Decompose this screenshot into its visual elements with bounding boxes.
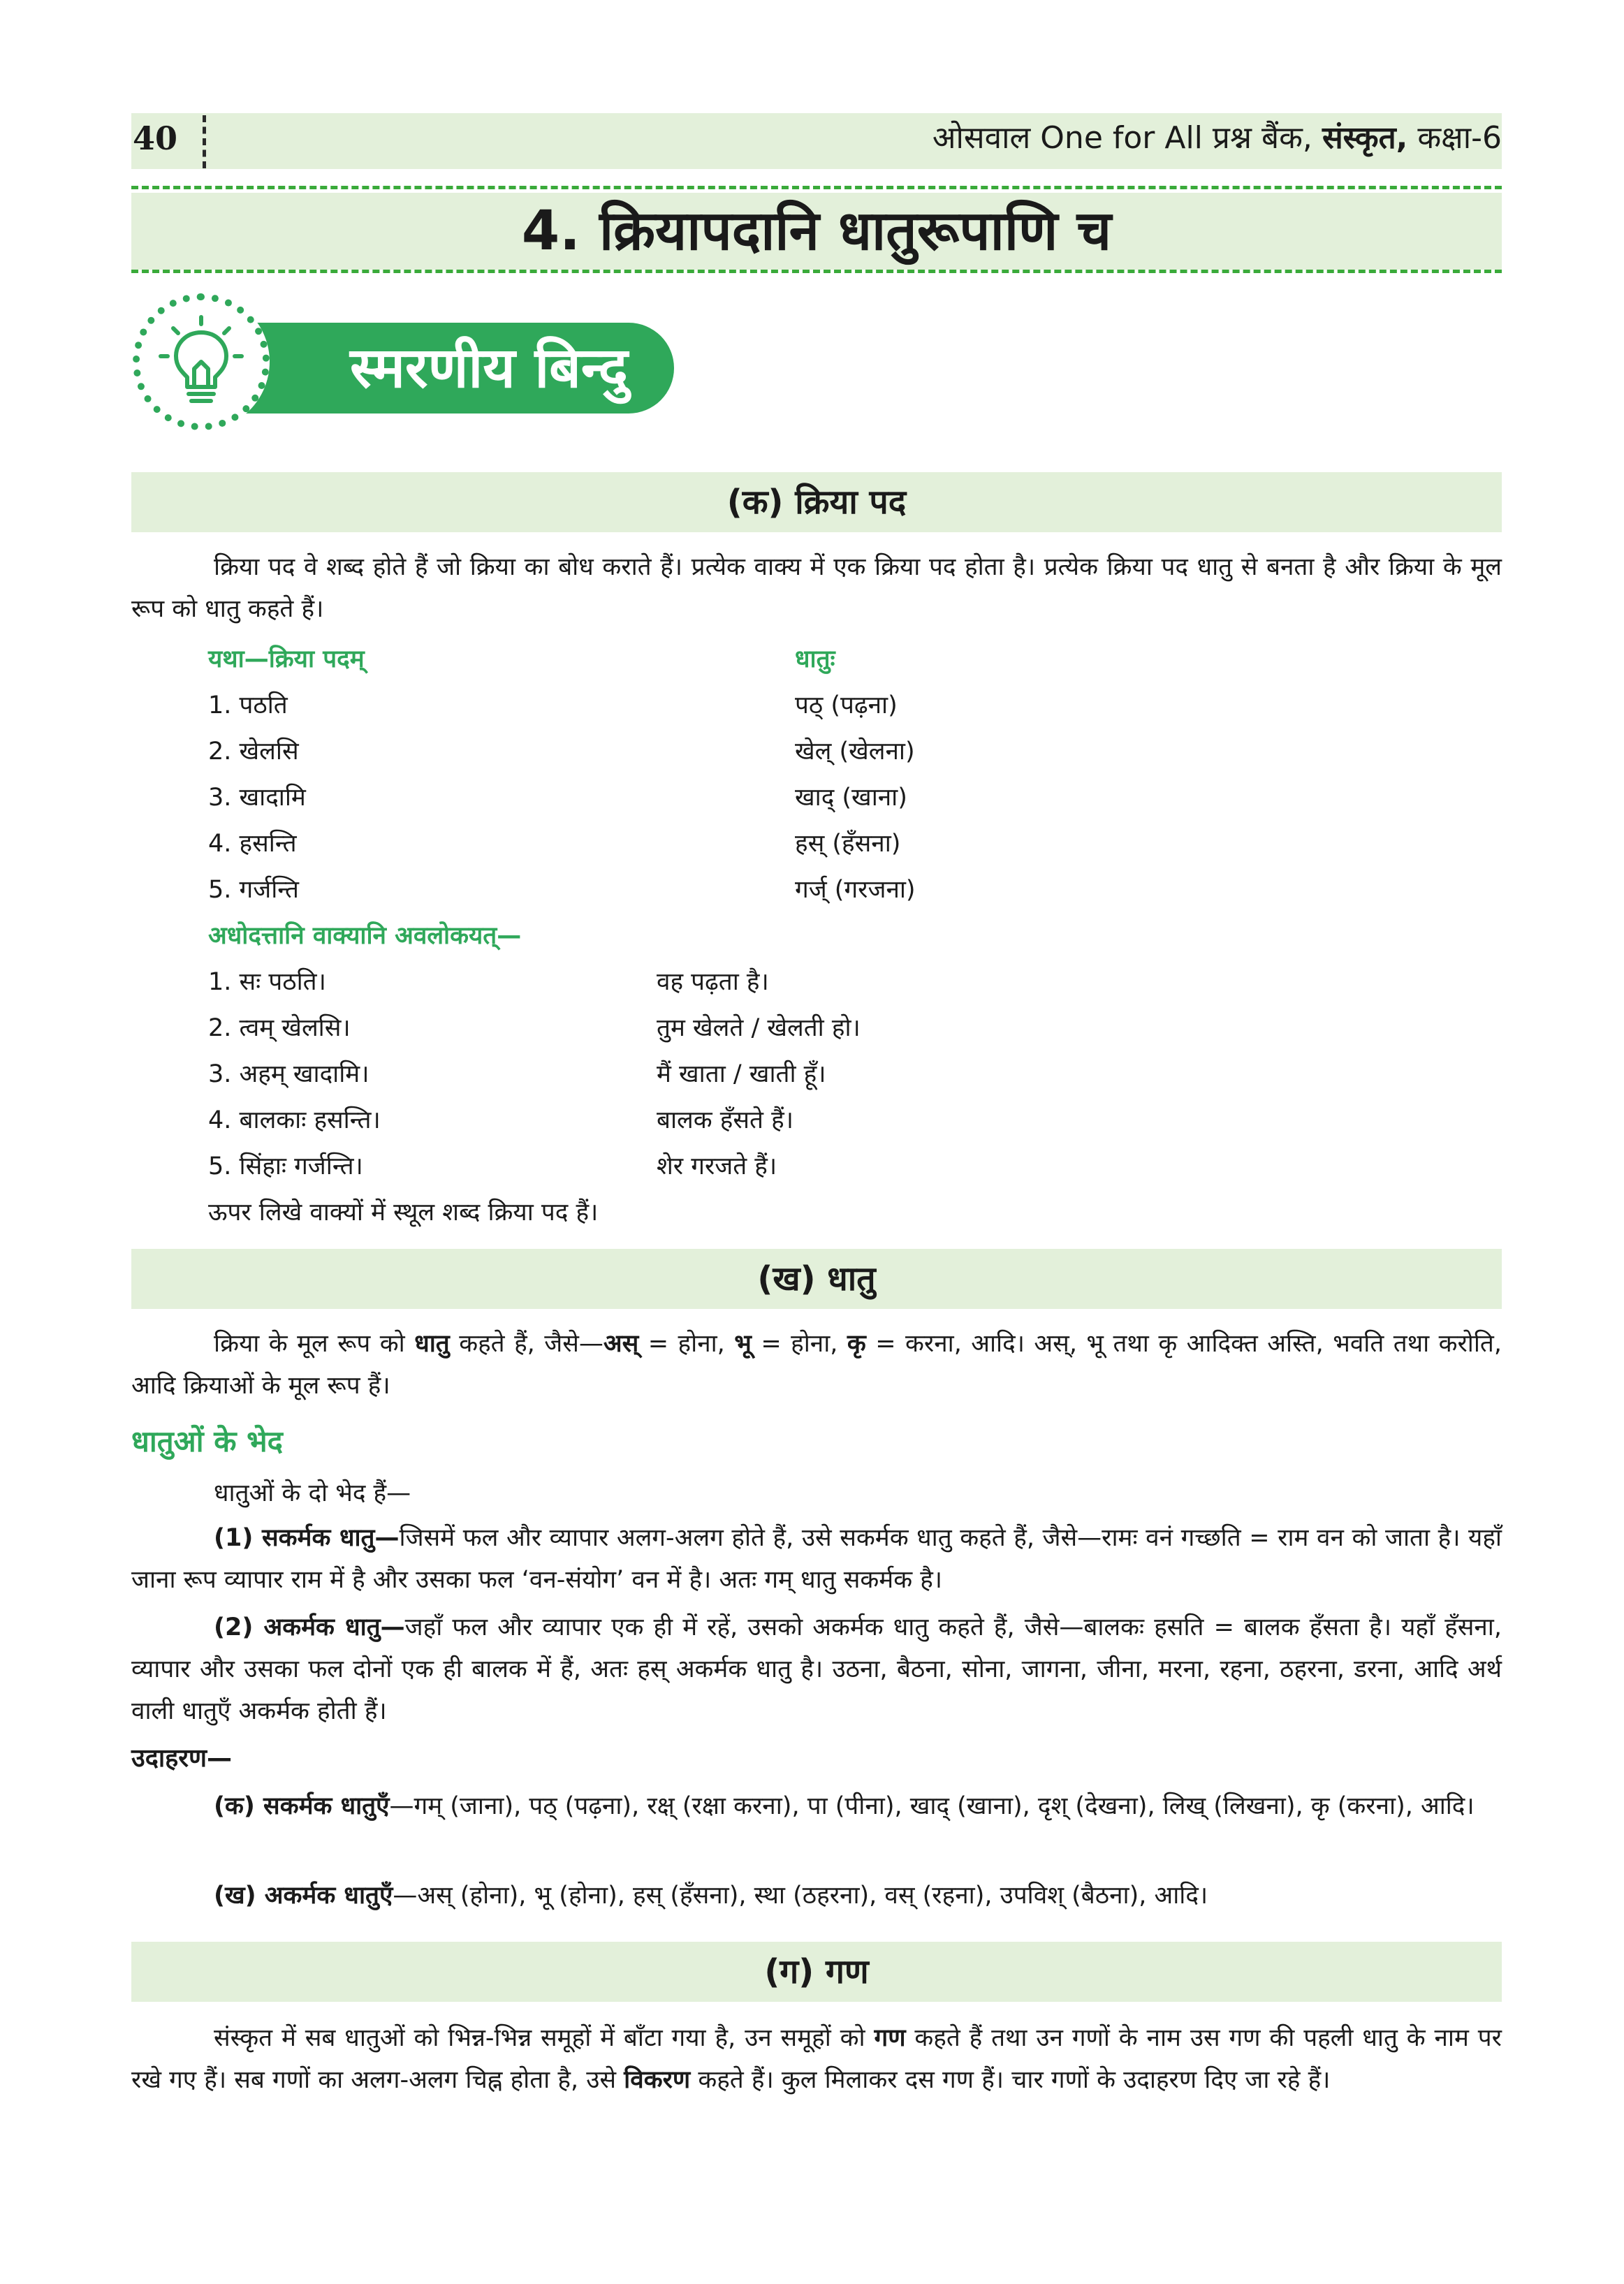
list-item: 2. खेलसि: [208, 738, 299, 766]
list-item: 2. त्वम् खेलसि।: [208, 1014, 351, 1042]
section-b-text: क्रिया के मूल रूप को धातु कहते हैं, जैसे—अस् = होना, भू = होना, कृ = करना, आदि। अस्, भू तथा कृ आदिक्त अस्ति, भवति तथा करोति, आदि क्रियाओं के मूल रूप हैं।: [131, 1330, 1502, 1400]
example-col1-heading: यथा—क्रिया पदम्: [208, 645, 365, 673]
intransitive-text: जहाँ फल और व्यापार एक ही में रहें, उसको अकर्मक धातु कहते हैं, जैसे—बालकः हसति = बालक हँसता है। यहाँ हँसना, व्यापार और उसका फल दोनों एक ही बालक में हैं, अतः हस् अकर्मक धातु है। उठना, बैठना, सोना, जागना, जीना, मरना, रहना, ठहरना, डरना, आदि अर्थ वाली धातुएँ अकर्मक होती हैं।: [131, 1613, 1502, 1725]
section-b-paragraph: [131, 1323, 1502, 1407]
intransitive-label: (2) अकर्मक धातु—: [214, 1613, 405, 1641]
intransitive-examples-label: (ख) अकर्मक धातुएँ: [214, 1882, 393, 1910]
list-item: 5. सिंहाः गर्जन्ति।: [208, 1152, 363, 1180]
intransitive-paragraph: [131, 1606, 1502, 1732]
section-c-paragraph: [131, 2017, 1502, 2101]
transitive-label: (1) सकर्मक धातु—: [214, 1524, 400, 1552]
bulb-badge: [133, 293, 270, 430]
section-a-title: (क) क्रिया पद: [726, 483, 907, 522]
intransitive-examples-text: —अस् (होना), भू (होना), हस् (हँसना), स्था (ठहरना), वस् (रहना), उपविश् (बैठना), आदि।: [393, 1882, 1208, 1910]
dhatu-types-intro: धातुओं के दो भेद हैं—: [214, 1479, 411, 1507]
transitive-text: जिसमें फल और व्यापार अलग-अलग होते हैं, उसे सकर्मक धातु कहते हैं, जैसे—रामः वनं गच्छति = राम वन को जाता है। यहाँ जाना रूप व्यापार राम में है और उसका फल ‘वन-संयोग’ वन में है। अतः गम् धातु सकर्मक है।: [131, 1524, 1502, 1594]
list-item: मैं खाता / खाती हूँ।: [657, 1060, 826, 1088]
header-divider: [203, 115, 206, 168]
transitive-examples: [131, 1785, 1502, 1827]
list-item: 5. गर्जन्ति: [208, 876, 299, 904]
section-a-note: ऊपर लिखे वाक्यों में स्थूल शब्द क्रिया पद हैं।: [208, 1199, 599, 1227]
list-item: 3. खादामि: [208, 784, 306, 812]
section-a-text: क्रिया पद वे शब्द होते हैं जो क्रिया का बोध कराते हैं। प्रत्येक वाक्य में एक क्रिया पद होता है। प्रत्येक क्रिया पद धातु से बनता है और क्रिया के मूल रूप को धातु कहते हैं।: [131, 553, 1502, 623]
list-item: गर्ज् (गरजना): [795, 876, 916, 904]
intransitive-examples: [131, 1875, 1502, 1917]
list-item: खेल् (खेलना): [795, 738, 915, 766]
header-dashed-rule: [131, 186, 1502, 189]
list-item: शेर गरजते हैं।: [657, 1152, 777, 1180]
transitive-paragraph: [131, 1517, 1502, 1601]
section-c-title: (ग) गण: [764, 1952, 869, 1991]
book-prefix: ओसवाल One for All प्रश्न बैंक,: [932, 120, 1312, 156]
list-item: तुम खेलते / खेलती हो।: [657, 1014, 861, 1042]
remember-banner-title: स्मरणीय बिन्दु: [349, 335, 629, 400]
list-item: 1. सः पठति।: [208, 968, 326, 996]
transitive-examples-label: (क) सकर्मक धातुएँ: [214, 1792, 390, 1820]
section-b-title: (ख) धातु: [757, 1259, 876, 1298]
book-class: कक्षा-6: [1417, 120, 1502, 156]
list-item: पठ् (पढ़ना): [795, 691, 898, 719]
observe-heading: अधोदत्तानि वाक्यानि अवलोकयत्—: [208, 922, 522, 950]
dhatu-types-heading: धातुओं के भेद: [131, 1424, 283, 1458]
list-item: बालक हँसते हैं।: [657, 1106, 793, 1134]
book-title: [932, 117, 1502, 159]
list-item: खाद् (खाना): [795, 784, 907, 812]
list-item: 4. बालकाः हसन्ति।: [208, 1106, 381, 1134]
transitive-examples-text: —गम् (जाना), पठ् (पढ़ना), रक्ष् (रक्षा करना), पा (पीना), खाद् (खाना), दृश् (देखना), लिख् (लिखना), कृ (करना), आदि।: [389, 1792, 1475, 1820]
list-item: 3. अहम् खादामि।: [208, 1060, 370, 1088]
list-item: हस् (हँसना): [795, 830, 901, 858]
chapter-title: 4. क्रियापदानि धातुरूपाणि च: [521, 200, 1112, 263]
section-a-paragraph: [131, 546, 1502, 630]
examples-heading: उदाहरण—: [131, 1744, 233, 1773]
book-subject: संस्कृत,: [1322, 120, 1408, 156]
page-number: 40: [133, 119, 178, 157]
chapter-dashed-rule: [131, 270, 1502, 273]
list-item: 1. पठति: [208, 691, 288, 719]
section-c-text: संस्कृत में सब धातुओं को भिन्न-भिन्न समूहों में बाँटा गया है, उन समूहों को गण कहते हैं तथा उन गणों के नाम उस गण की पहली धातु के नाम पर रखे गए हैं। सब गणों का अलग-अलग चिह्न होता है, उसे विकरण कहते हैं। कुल मिलाकर दस गण हैं। चार गणों के उदाहरण दिए जा रहे हैं।: [131, 2024, 1502, 2094]
lightbulb-icon: [140, 300, 263, 423]
list-item: वह पढ़ता है।: [657, 968, 769, 996]
example-col2-heading: धातुः: [795, 645, 835, 673]
list-item: 4. हसन्ति: [208, 830, 297, 858]
